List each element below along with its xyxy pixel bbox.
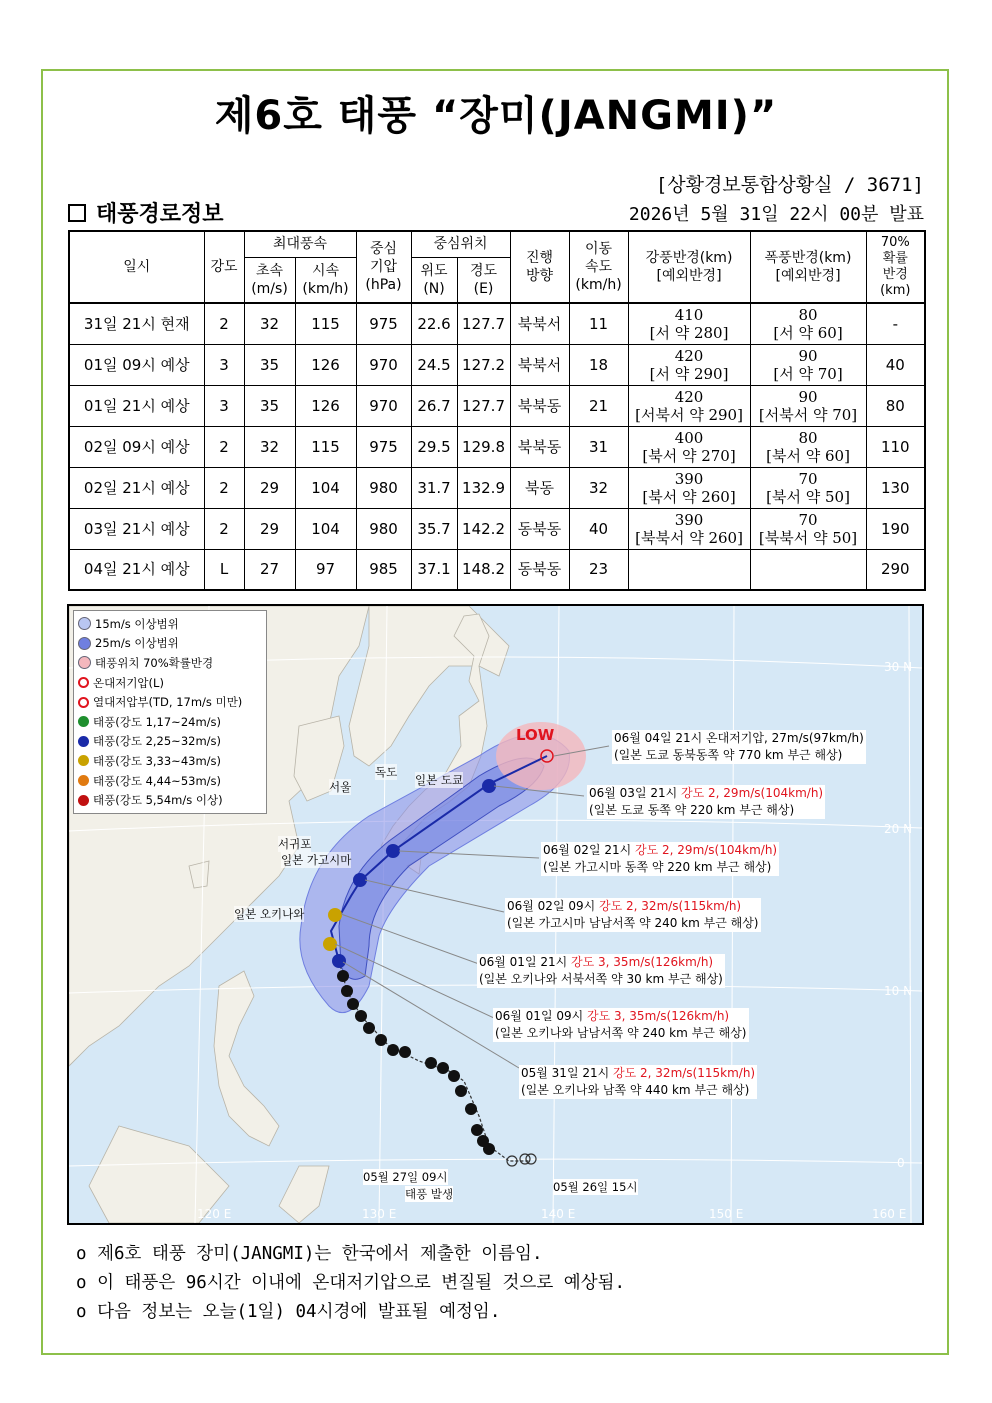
page-title: 제6호 태풍 “장미(JANGMI)”	[214, 93, 778, 139]
header-storm-radius: 폭풍반경(km) [예외반경]	[750, 231, 866, 303]
legend-label: 태풍(강도 1,17~24m/s)	[93, 714, 222, 729]
lon-label: 160 E	[872, 1207, 907, 1221]
track-callout	[505, 898, 761, 932]
cell-lon: 127.2	[457, 344, 510, 385]
cell-strong-radius	[628, 549, 750, 590]
section-header	[68, 197, 224, 228]
callout-location: (일본 가고시마 동쪽 약 220 km 부근 해상)	[543, 860, 772, 874]
typhoon-symbol-icon	[78, 716, 89, 727]
cell-strong-radius	[628, 344, 750, 385]
cell-prob-radius: 290	[866, 549, 925, 590]
cell-wind-ms: 32	[244, 426, 295, 467]
cell-lat: 29.5	[411, 426, 457, 467]
header-direction: 진행 방향	[510, 231, 569, 303]
cell-wind-ms: 35	[244, 344, 295, 385]
track-callout	[519, 1065, 757, 1099]
philippines	[214, 971, 279, 1146]
lon-label: 120 E	[197, 1207, 232, 1221]
header-pressure: 중심 기압 (hPa)	[356, 231, 411, 303]
cell-wind-kmh: 104	[295, 508, 356, 549]
table-row	[69, 303, 925, 344]
cell-lon: 148.2	[457, 549, 510, 590]
cell-wind-ms: 35	[244, 385, 295, 426]
strong-radius-value: 390	[674, 510, 704, 529]
cell-intensity: 2	[204, 467, 244, 508]
low-symbol-icon	[78, 677, 89, 688]
cell-lat: 35.7	[411, 508, 457, 549]
legend-item	[78, 614, 262, 634]
strong-radius-exception: [북서 약 270]	[642, 446, 736, 465]
cell-intensity: 3	[204, 385, 244, 426]
cell-time: 04일 21시 예상	[69, 549, 204, 590]
cell-speed: 40	[569, 508, 628, 549]
callout-location: (일본 도쿄 동북동쪽 약 770 km 부근 해상)	[614, 748, 843, 762]
low-label: LOW	[516, 726, 555, 744]
formation-time-label: 05월 27일 09시	[363, 1170, 448, 1184]
callout-line1	[614, 730, 864, 747]
range-dot-icon	[78, 617, 91, 630]
cell-intensity: 3	[204, 344, 244, 385]
strong-radius-exception: [북서 약 260]	[642, 487, 736, 506]
cell-strong-radius	[628, 467, 750, 508]
table-row	[69, 467, 925, 508]
cell-wind-ms: 29	[244, 467, 295, 508]
typhoon-symbol-icon	[78, 755, 89, 766]
cell-prob-radius: 130	[866, 467, 925, 508]
callout-line1	[521, 1065, 755, 1082]
strong-radius-exception: [서 약 280]	[649, 323, 729, 342]
strong-radius-exception: [서 약 290]	[649, 364, 729, 383]
header-wind-ms: 초속 (m/s)	[244, 257, 295, 303]
strong-radius-value: 400	[674, 428, 704, 447]
table-row	[69, 549, 925, 590]
header-lon: 경도 (E)	[457, 257, 510, 303]
cell-lon: 129.8	[457, 426, 510, 467]
cell-wind-ms: 32	[244, 303, 295, 344]
cell-pressure: 980	[356, 508, 411, 549]
storm-radius-exception: [서 약 70]	[773, 364, 843, 383]
storm-radius-exception: [북서 약 60]	[766, 446, 850, 465]
place-label: 서울	[329, 780, 352, 794]
strong-radius-value: 420	[674, 346, 704, 365]
cell-storm-radius	[750, 467, 866, 508]
callout-intensity: 강도 2, 29m/s(104km/h)	[635, 843, 778, 857]
callout-time: 05월 31일 21시	[521, 1066, 614, 1080]
map-legend	[73, 610, 267, 814]
callout-intensity: 강도 3, 35m/s(126km/h)	[587, 1009, 730, 1023]
range-dot-icon	[78, 637, 91, 650]
table-row	[69, 508, 925, 549]
cell-pressure: 970	[356, 344, 411, 385]
table-row	[69, 344, 925, 385]
cell-pressure: 980	[356, 467, 411, 508]
cell-strong-radius	[628, 426, 750, 467]
range-dot-icon	[78, 656, 91, 669]
cell-prob-radius: 190	[866, 508, 925, 549]
cell-pressure: 975	[356, 426, 411, 467]
cell-pressure: 985	[356, 549, 411, 590]
callout-time: 06월 02일 09시	[507, 899, 600, 913]
cell-wind-kmh: 126	[295, 385, 356, 426]
lat-label: 30 N	[884, 660, 913, 674]
cell-lon: 127.7	[457, 303, 510, 344]
cell-direction: 동북동	[510, 549, 569, 590]
callout-location: (일본 도쿄 동쪽 약 220 km 부근 해상)	[589, 803, 795, 817]
checkbox-square-icon	[68, 204, 86, 222]
notes	[76, 1240, 625, 1327]
cell-direction: 북동	[510, 467, 569, 508]
legend-label: 열대저압부(TD, 17m/s 미만)	[93, 695, 243, 710]
cell-time: 03일 21시 예상	[69, 508, 204, 549]
cell-intensity: 2	[204, 303, 244, 344]
track-callout	[587, 785, 825, 819]
strong-radius-value: 410	[674, 305, 704, 324]
cell-wind-kmh: 104	[295, 467, 356, 508]
cell-lat: 22.6	[411, 303, 457, 344]
cell-prob-radius: 110	[866, 426, 925, 467]
legend-label: 태풍(강도 3,33~43m/s)	[93, 753, 222, 768]
cell-lat: 37.1	[411, 549, 457, 590]
strong-radius-value: 420	[674, 387, 704, 406]
callout-time: 06월 02일 21시	[543, 843, 636, 857]
cell-wind-kmh: 115	[295, 426, 356, 467]
header-intensity: 강도	[204, 231, 244, 303]
place-label: 독도	[375, 765, 398, 779]
callout-line1	[507, 898, 759, 915]
storm-radius-value: 70	[798, 469, 818, 488]
header-lat: 위도 (N)	[411, 257, 457, 303]
track-callout	[493, 1008, 749, 1042]
header-max-wind: 최대풍속	[244, 231, 356, 257]
callout-intensity: 강도 2, 29m/s(104km/h)	[681, 786, 824, 800]
legend-label: 태풍(강도 5,54m/s 이상)	[93, 793, 223, 808]
cell-wind-kmh: 97	[295, 549, 356, 590]
cell-time: 31일 21시 현재	[69, 303, 204, 344]
cell-time: 01일 21시 예상	[69, 385, 204, 426]
storm-radius-exception: [서 약 60]	[773, 323, 843, 342]
storm-radius-value: 90	[798, 387, 818, 406]
callout-intensity: 강도 2, 32m/s(115km/h)	[613, 1066, 756, 1080]
legend-item	[78, 673, 262, 693]
legend-label: 태풍(강도 2,25~32m/s)	[93, 734, 222, 749]
legend-item	[78, 771, 262, 791]
header-time: 일시	[69, 231, 204, 303]
cell-storm-radius	[750, 385, 866, 426]
callout-line1	[479, 954, 723, 971]
cell-storm-radius	[750, 549, 866, 590]
cell-lat: 31.7	[411, 467, 457, 508]
storm-radius-value: 90	[798, 346, 818, 365]
cell-time: 01일 09시 예상	[69, 344, 204, 385]
lon-label: 150 E	[709, 1207, 744, 1221]
cell-lat: 24.5	[411, 344, 457, 385]
typhoon-info-table	[68, 230, 926, 591]
callout-location: (일본 오키나와 남남서쪽 약 240 km 부근 해상)	[495, 1026, 747, 1040]
cell-lon: 142.2	[457, 508, 510, 549]
storm-radius-value: 80	[798, 428, 818, 447]
callout-intensity: 강도 3, 35m/s(126km/h)	[571, 955, 714, 969]
header-strong-radius: 강풍반경(km) [예외반경]	[628, 231, 750, 303]
typhoon-symbol-icon	[78, 795, 89, 806]
cell-wind-kmh: 126	[295, 344, 356, 385]
strong-radius-exception: [북북서 약 260]	[635, 528, 743, 547]
cell-wind-ms: 27	[244, 549, 295, 590]
header-center: 중심위치	[411, 231, 510, 257]
cell-prob-radius: 80	[866, 385, 925, 426]
legend-label: 태풍위치 70%확률반경	[95, 655, 214, 670]
legend-item	[78, 751, 262, 771]
cell-pressure: 975	[356, 303, 411, 344]
strong-radius-exception: [서북서 약 290]	[635, 405, 743, 424]
cell-direction: 북북동	[510, 385, 569, 426]
legend-item	[78, 634, 262, 654]
place-label: 일본 가고시마	[281, 853, 352, 867]
track-callout	[541, 842, 779, 876]
legend-label: 25m/s 이상범위	[95, 636, 179, 651]
legend-item	[78, 732, 262, 752]
track-callout	[477, 954, 725, 988]
section-title: 태풍경로정보	[96, 202, 224, 227]
callout-line1	[495, 1008, 747, 1025]
cell-speed: 21	[569, 385, 628, 426]
storm-radius-exception: [북서 약 50]	[766, 487, 850, 506]
note-line: o 제6호 태풍 장미(JANGMI)는 한국에서 제출한 이름임.	[76, 1244, 543, 1264]
lat-label: 10 N	[884, 984, 913, 998]
strong-radius-value: 390	[674, 469, 704, 488]
cell-speed: 18	[569, 344, 628, 385]
storm-radius-exception: [북북서 약 50]	[758, 528, 858, 547]
legend-label: 태풍(강도 4,44~53m/s)	[93, 773, 222, 788]
callout-time: 06월 03일 21시	[589, 786, 682, 800]
office-label: [상황경보통합상황실 / 3671]	[655, 174, 924, 196]
cell-time: 02일 21시 예상	[69, 467, 204, 508]
legend-item	[78, 790, 262, 810]
note-line: o 이 태풍은 96시간 이내에 온대저기압으로 변질될 것으로 예상됨.	[76, 1273, 626, 1293]
cell-strong-radius	[628, 303, 750, 344]
cell-strong-radius	[628, 508, 750, 549]
cell-wind-ms: 29	[244, 508, 295, 549]
callout-location: (일본 가고시마 남남서쪽 약 240 km 부근 해상)	[507, 916, 759, 930]
cell-direction: 북북동	[510, 426, 569, 467]
cell-speed: 31	[569, 426, 628, 467]
cell-lat: 26.7	[411, 385, 457, 426]
callout-location: (일본 오키나와 남쪽 약 440 km 부근 해상)	[521, 1083, 750, 1097]
sulawesi	[279, 1166, 329, 1223]
cell-storm-radius	[750, 303, 866, 344]
note-line: o 다음 정보는 오늘(1일) 04시경에 발표될 예정임.	[76, 1302, 501, 1322]
storm-radius-exception: [서북서 약 70]	[758, 405, 858, 424]
legend-item	[78, 653, 262, 673]
typhoon-symbol-icon	[78, 775, 89, 786]
cell-storm-radius	[750, 508, 866, 549]
header-wind-kmh: 시속 (km/h)	[295, 257, 356, 303]
place-label: 일본 도쿄	[415, 773, 464, 787]
announcement-time: 2026년 5월 31일 22시 00분 발표	[628, 204, 924, 225]
td-positions	[507, 1154, 536, 1166]
lon-label: 130 E	[362, 1207, 397, 1221]
place-label: 일본 오키나와	[234, 907, 305, 921]
cell-intensity: L	[204, 549, 244, 590]
cell-lon: 127.7	[457, 385, 510, 426]
cell-prob-radius: -	[866, 303, 925, 344]
storm-radius-value: 80	[798, 305, 818, 324]
legend-label: 15m/s 이상범위	[95, 616, 179, 631]
cell-storm-radius	[750, 344, 866, 385]
callout-time: 06월 04일 21시 온대저기압, 27m/s(97km/h)	[614, 731, 864, 745]
lat-label: 20 N	[884, 822, 913, 836]
low-symbol-icon	[78, 697, 89, 708]
callout-line1	[589, 785, 823, 802]
cell-intensity: 2	[204, 508, 244, 549]
track-callout	[612, 730, 866, 764]
legend-item	[78, 712, 262, 732]
place-label: 서귀포	[278, 837, 312, 851]
cell-intensity: 2	[204, 426, 244, 467]
start-time-label: 05월 26일 15시	[553, 1180, 638, 1194]
cell-time: 02일 09시 예상	[69, 426, 204, 467]
callout-time: 06월 01일 09시	[495, 1009, 588, 1023]
callout-intensity: 강도 2, 32m/s(115km/h)	[599, 899, 742, 913]
cell-direction: 북북서	[510, 344, 569, 385]
table-row	[69, 426, 925, 467]
cell-storm-radius	[750, 426, 866, 467]
table-row	[69, 385, 925, 426]
header-speed: 이동 속도 (km/h)	[569, 231, 628, 303]
cell-pressure: 970	[356, 385, 411, 426]
cell-lon: 132.9	[457, 467, 510, 508]
cell-prob-radius: 40	[866, 344, 925, 385]
callout-location: (일본 오키나와 서북서쪽 약 30 km 부근 해상)	[479, 972, 723, 986]
legend-item	[78, 692, 262, 712]
callout-time: 06월 01일 21시	[479, 955, 572, 969]
typhoon-track-map	[67, 604, 924, 1225]
storm-radius-value: 70	[798, 510, 818, 529]
legend-label: 온대저기압(L)	[93, 675, 164, 690]
cell-strong-radius	[628, 385, 750, 426]
cell-wind-kmh: 115	[295, 303, 356, 344]
header-prob-radius: 70% 확률 반경 (km)	[866, 231, 925, 303]
lat-label: 0	[897, 1156, 905, 1170]
lon-label: 140 E	[541, 1207, 576, 1221]
cell-direction: 북북서	[510, 303, 569, 344]
cell-speed: 23	[569, 549, 628, 590]
typhoon-symbol-icon	[78, 736, 89, 747]
formation-label: 태풍 발생	[405, 1187, 454, 1201]
cell-direction: 동북동	[510, 508, 569, 549]
cell-speed: 11	[569, 303, 628, 344]
cell-speed: 32	[569, 467, 628, 508]
callout-line1	[543, 842, 777, 859]
